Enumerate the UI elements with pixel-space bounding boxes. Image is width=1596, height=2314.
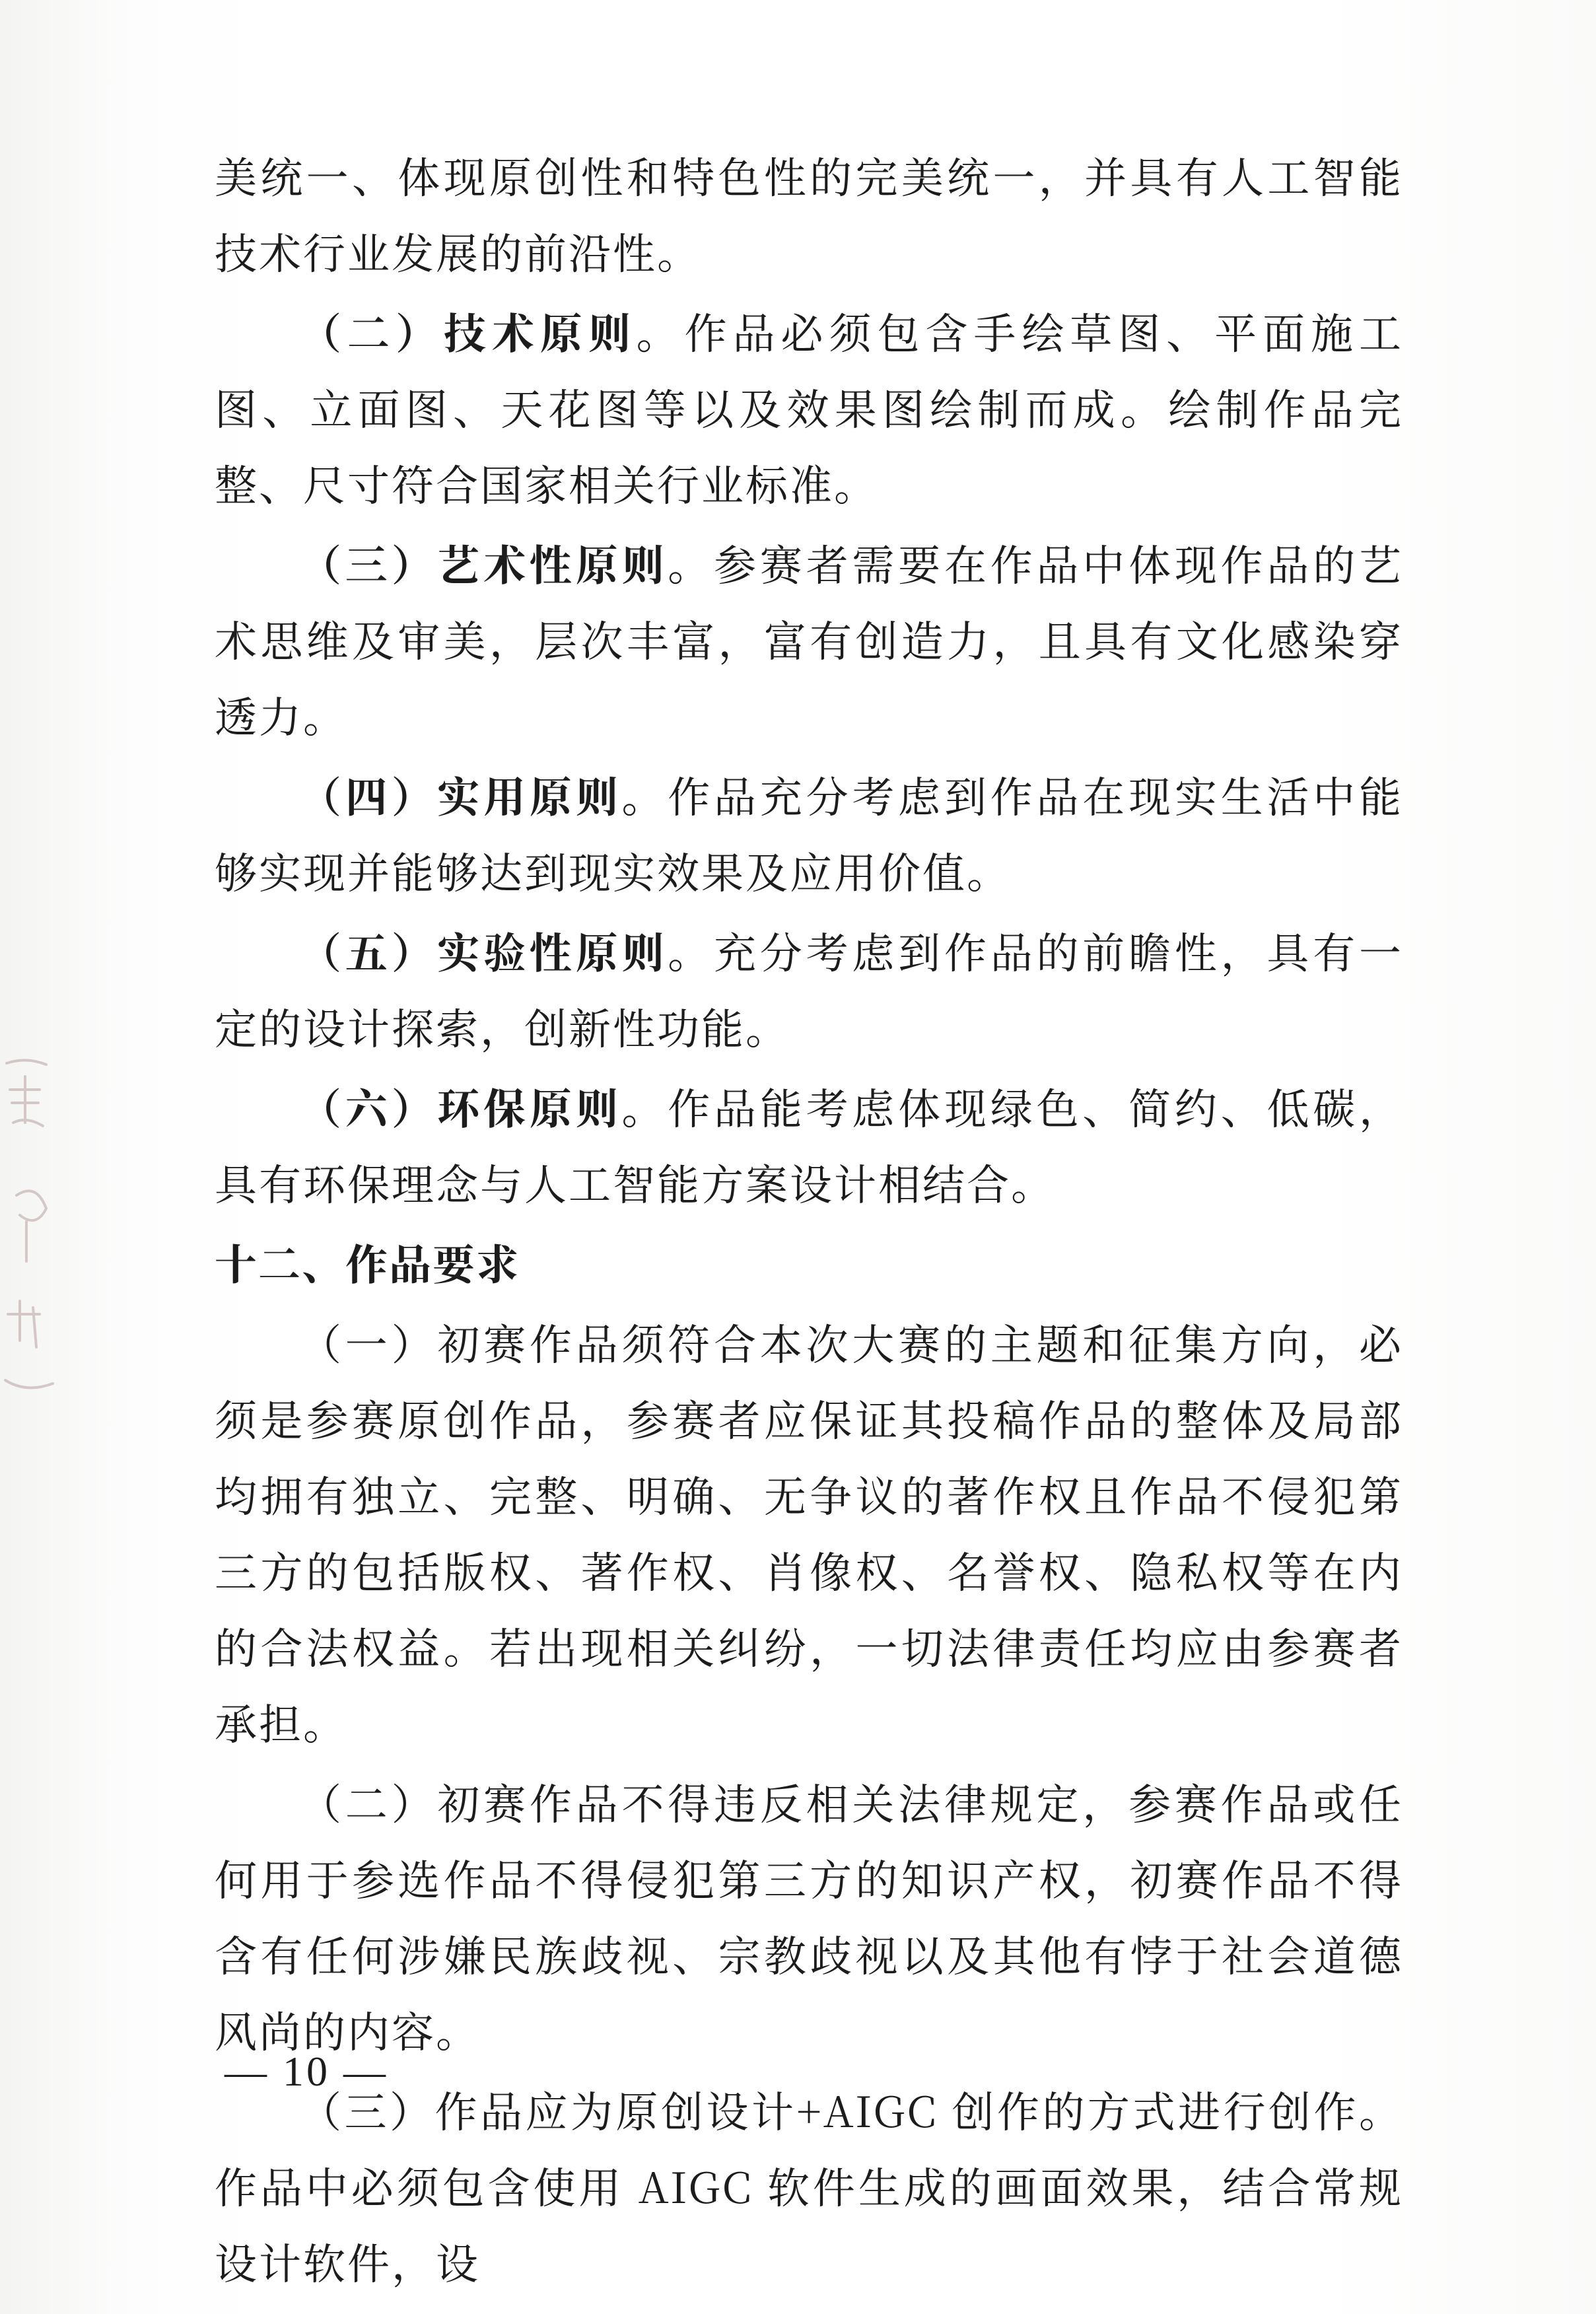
paragraph-experimental-principle	[215, 913, 1403, 1065]
paragraph-text: 作品必须包含手绘草图、平面施工图、立面图、天花图等以及效果图绘制而成。绘制作品完整、尺寸符合国家相关行业标准。	[215, 300, 1404, 513]
partial-seal-stamp	[0, 1050, 73, 1420]
paragraph-lead: （五）实验性原则。	[299, 920, 714, 981]
page-number: — 10 —	[225, 2048, 388, 2095]
paragraph-technical-principle	[215, 293, 1403, 521]
paragraph-text: 作品充分考虑到作品在现实生活中能够实现并能够达到现实效果及应用价值。	[215, 764, 1404, 901]
paragraph-lead: （六）环保原则。	[299, 1076, 668, 1137]
paragraph-practical-principle	[215, 757, 1403, 909]
paragraph-artistic-principle	[215, 525, 1403, 753]
requirement-paragraph-3: （三）作品应为原创设计+AIGC 创作的方式进行创作。作品中必须包含使用 AIGC 软件生成的画面效果，结合常规设计软件，设	[215, 2079, 1403, 2292]
paragraph-lead: （二）技术原则。	[299, 300, 685, 361]
paragraph-text: 充分考虑到作品的前瞻性，具有一定的设计探索，创新性功能。	[215, 920, 1404, 1057]
requirement-paragraph-2: （二）初赛作品不得违反相关法律规定，参赛作品或任何用于参选作品不得侵犯第三方的知识产权，初赛作品不得含有任何涉嫌民族歧视、宗教歧视以及其他有悖于社会道德风尚的内容。	[215, 1771, 1403, 2060]
section-heading: 十二、作品要求	[215, 1232, 520, 1292]
requirement-paragraph-1: （一）初赛作品须符合本次大赛的主题和征集方向，必须是参赛原创作品，参赛者应保证其投稿作品的整体及局部均拥有独立、完整、明确、无争议的著作权且作品不侵犯第三方的包括版权、著作权、肖像权、名誉权、隐私权等在内的合法权益。若出现相关纠纷，一切法律责任均应由参赛者承担。	[215, 1312, 1403, 1752]
document-body	[215, 137, 1403, 2303]
paragraph-text: 参赛者需要在作品中体现作品的艺术思维及审美，层次丰富，富有创造力，且具有文化感染穿透力。	[215, 532, 1404, 745]
paragraph-lead: （四）实用原则。	[299, 764, 668, 825]
paragraph-environmental-principle	[215, 1069, 1403, 1220]
paragraph-text: 作品能考虑体现绿色、简约、低碳，具有环保理念与人工智能方案设计相结合。	[215, 1076, 1404, 1212]
paragraph-aesthetic-continuation	[215, 137, 1403, 289]
paragraph-lead: （三）艺术性原则。	[299, 532, 714, 593]
paragraph-text: 美统一、体现原创性和特色性的完美统一，并具有人工智能技术行业发展的前沿性。	[215, 145, 1403, 281]
